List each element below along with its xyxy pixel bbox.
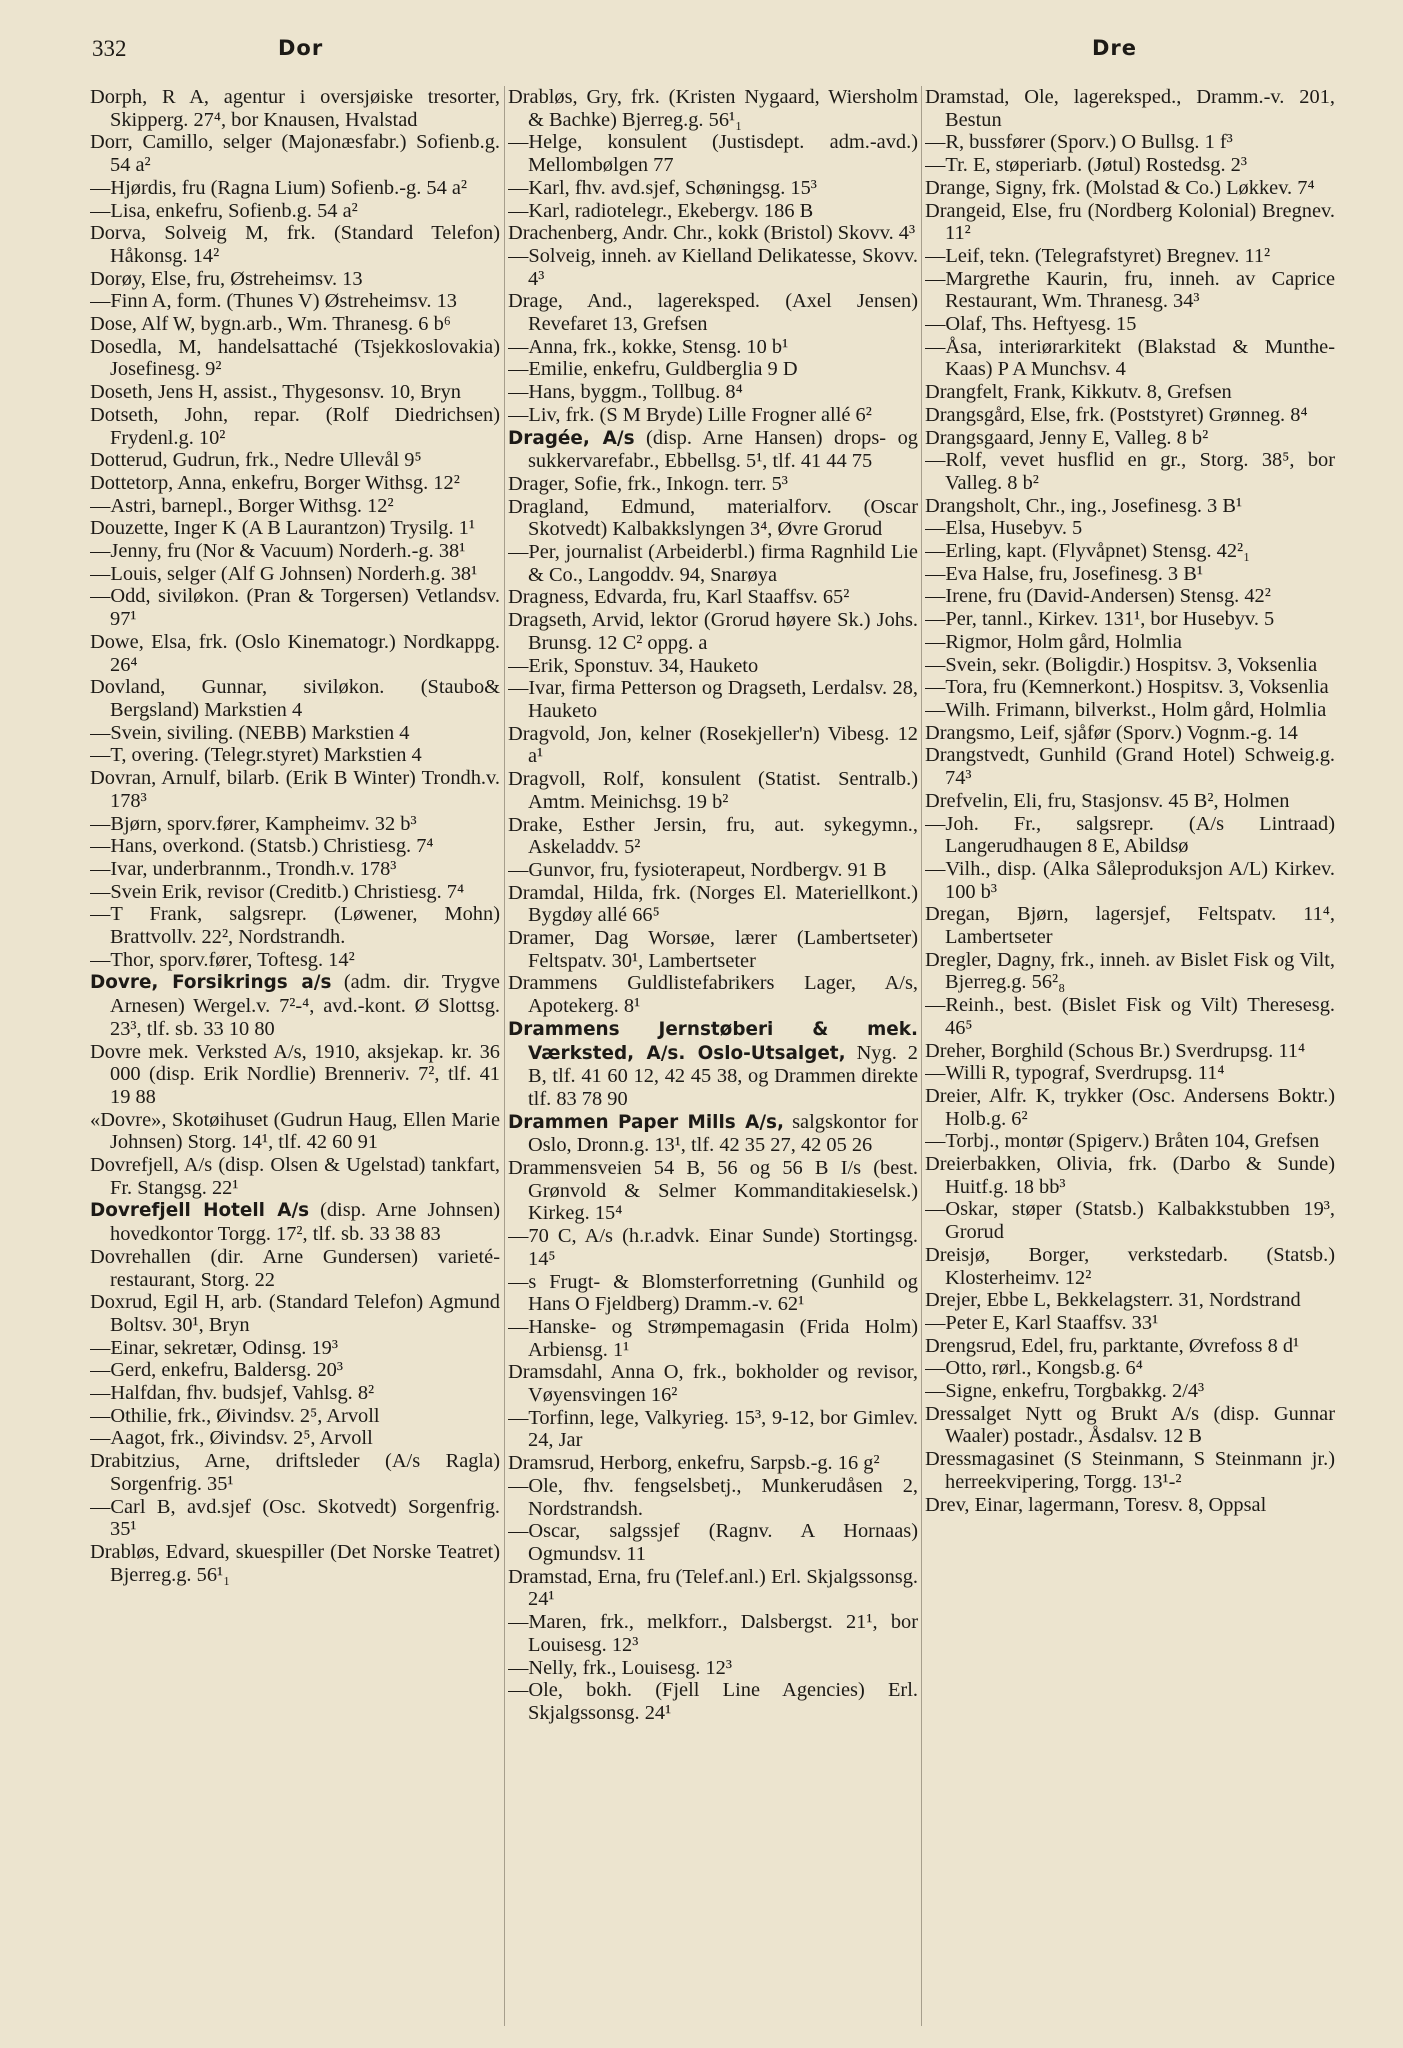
entry-text: —Odd, siviløkon. (Pran & Torgersen) Vetlandsv. 97¹ — [90, 585, 500, 631]
directory-entry — [925, 427, 1335, 450]
entry-text: —Halfdan, fhv. budsjef, Vahlsg. 8² — [90, 1382, 375, 1405]
directory-entry — [90, 268, 500, 291]
directory-entry — [925, 1380, 1335, 1403]
entry-text: Drejer, Ebbe L, Bekkelagsterr. 31, Nordstrand — [925, 1289, 1301, 1312]
entry-text: —Elsa, Husebyv. 5 — [925, 517, 1083, 540]
entry-text: —Åsa, interiørarkitekt (Blakstad & Munthe-Kaas) P A Munchsv. 4 — [925, 335, 1335, 381]
entry-text: Dotseth, John, repar. (Rolf Diedrichsen) Frydenl.g. 10² — [90, 403, 500, 449]
entry-text: Dottetorp, Anna, enkefru, Borger Withsg. 12² — [90, 471, 460, 494]
entry-text: «Dovre», Skotøihuset (Gudrun Haug, Ellen Marie Johnsen) Storg. 14¹, tlf. 42 60 91 — [90, 1108, 500, 1154]
entry-text: —Willi R, typograf, Sverdrupsg. 11⁴ — [925, 1062, 1225, 1085]
entry-text: —Eva Halse, fru, Josefinesg. 3 B¹ — [925, 562, 1203, 585]
directory-entry — [90, 1382, 500, 1405]
directory-entry — [508, 586, 918, 609]
column-2 — [508, 86, 918, 2036]
entry-text: (adm. dir. Trygve Arnesen) Wergel.v. 7²-⁴, avd.-kont. Ø Slottsg. 23³, tlf. sb. 33 10 80 — [110, 971, 500, 1040]
entry-text: —Astri, barnepl., Borger Withsg. 12² — [90, 494, 394, 517]
entry-text: Drammensveien 54 B, 56 og 56 B I/s (best. Grønvold & Selmer Kommanditakieselsk.) Kirkeg. 15⁴ — [508, 1157, 918, 1225]
entry-text: —Olaf, Ths. Heftyesg. 15 — [925, 313, 1137, 336]
entry-text: —Tora, fru (Kemnerkont.) Hospitsv. 3, Voksenlia — [925, 676, 1329, 699]
directory-entry — [508, 1111, 918, 1157]
entry-text: Nyg. 2 B, tlf. 41 60 12, 42 45 38, og Drammen direkte tlf. 83 78 90 — [528, 1041, 918, 1110]
directory-entry — [90, 676, 500, 721]
directory-entry — [90, 336, 500, 381]
entry-text: Drev, Einar, lagermann, Toresv. 8, Oppsal — [925, 1493, 1267, 1516]
directory-entry — [925, 1403, 1335, 1448]
entry-company-name: Dragée, A/s — [508, 427, 635, 449]
entry-text: —Hans, byggm., Tollbug. 8⁴ — [508, 381, 743, 404]
directory-entry — [508, 496, 918, 541]
entry-text: Drangsholt, Chr., ing., Josefinesg. 3 B¹ — [925, 494, 1243, 517]
entry-text: —Hanske- og Strømpemagasin (Frida Holm) Arbiensg. 1¹ — [508, 1315, 918, 1361]
directory-entry — [508, 381, 918, 404]
directory-entry — [508, 1157, 918, 1225]
entry-text: —Hjørdis, fru (Ragna Lium) Sofienb.-g. 54 a² — [90, 176, 468, 199]
entry-text: Drangsgaard, Jenny E, Valleg. 8 b² — [925, 426, 1209, 449]
directory-entry — [90, 971, 500, 1040]
directory-entry — [925, 1448, 1335, 1493]
directory-entry — [508, 1475, 918, 1520]
directory-entry — [508, 859, 918, 882]
directory-entry — [90, 86, 500, 131]
entry-text: —Svein, siviling. (NEBB) Markstien 4 — [90, 721, 410, 744]
entry-text: Doseth, Jens H, assist., Thygesonsv. 10, Bryn — [90, 381, 461, 404]
directory-entry — [90, 313, 500, 336]
directory-entry — [90, 1496, 500, 1541]
directory-entry — [925, 790, 1335, 813]
column-1 — [90, 86, 500, 2036]
directory-entry — [90, 1541, 500, 1586]
directory-entry — [925, 1289, 1335, 1312]
entry-text: Dosedla, M, handelsattaché (Tsjekkoslovakia) Josefinesg. 9² — [90, 335, 500, 381]
entry-text: Dorph, R A, agentur i oversjøiske tresorter, Skipperg. 27⁴, bor Knausen, Hvalstad — [90, 86, 500, 131]
directory-entry — [90, 835, 500, 858]
entry-text: —Gerd, enkefru, Baldersg. 20³ — [90, 1359, 343, 1382]
directory-entry — [925, 336, 1335, 381]
entry-text: —Gunvor, fru, fysioterapeut, Nordbergv. 91 B — [508, 858, 887, 881]
entry-text: Drangstvedt, Gunhild (Grand Hotel) Schweig.g. 74³ — [925, 744, 1335, 790]
entry-text: —Ivar, underbrannm., Trondh.v. 178³ — [90, 857, 397, 880]
entry-text: —70 C, A/s (h.r.advk. Einar Sunde) Stortingsg. 14⁵ — [508, 1225, 918, 1270]
entry-text: —Liv, frk. (S M Bryde) Lille Frogner allé 6² — [508, 403, 872, 426]
entry-company-name: Dovre, Forsikrings a/s — [90, 972, 332, 994]
entry-text: —Karl, radiotelegr., Ekebergv. 186 B — [508, 199, 814, 222]
entry-text: Dotterud, Gudrun, frk., Nedre Ullevål 9⁵ — [90, 449, 422, 472]
entry-text: —Karl, fhv. avd.sjef, Schøningsg. 15³ — [508, 176, 817, 199]
entry-text: —Erling, kapt. (Flyvåpnet) Stensg. 42²₁ — [925, 540, 1251, 563]
entry-text: —Nelly, frk., Louisesg. 12³ — [508, 1656, 732, 1679]
directory-entry — [508, 222, 918, 245]
entry-text: —Torbj., montør (Spigerv.) Bråten 104, Grefsen — [925, 1130, 1320, 1153]
entry-text: —Per, journalist (Arbeiderbl.) firma Ragnhild Lie & Co., Langoddv. 94, Snarøya — [508, 541, 918, 586]
entry-text: —Ivar, firma Petterson og Dragseth, Lerdalsv. 28, Hauketo — [508, 677, 918, 722]
entry-text: —Emilie, enkefru, Guldberglia 9 D — [508, 358, 798, 381]
entry-company-name: Dovrefjell Hotell A/s — [90, 1200, 310, 1222]
entry-text: Dramstad, Ole, lagereksped., Dramm.-v. 201, Bestun — [925, 86, 1335, 131]
directory-entry — [508, 1657, 918, 1680]
entry-text: —Helge, konsulent (Justisdept. adm.-avd.) Mellombølgen 77 — [508, 131, 918, 177]
entry-text: —Svein, sekr. (Boligdir.) Hospitsv. 3, Voksenlia — [925, 653, 1318, 676]
entry-text: Dovland, Gunnar, siviløkon. (Staubo& Bergsland) Markstien 4 — [90, 676, 500, 721]
directory-entry — [508, 1271, 918, 1316]
entry-text: —Einar, sekretær, Odinsg. 19³ — [90, 1336, 338, 1359]
entry-text: —Wilh. Frimann, bilverkst., Holm gård, Holmlia — [925, 698, 1327, 721]
directory-entry — [90, 1246, 500, 1291]
entry-text: Drake, Esther Jersin, fru, aut. sykegymn., Askeladdv. 5² — [508, 813, 918, 859]
directory-entry — [925, 245, 1335, 268]
page-number: 332 — [92, 36, 127, 61]
entry-text: Dragvoll, Rolf, konsulent (Statist. Sentralb.) Amtm. Meinichsg. 19 b² — [508, 768, 918, 813]
directory-entry — [90, 949, 500, 972]
entry-text: (disp. Arne Johnsen) hovedkontor Torgg. 17², tlf. sb. 33 38 83 — [110, 1199, 500, 1246]
directory-entry — [508, 131, 918, 176]
directory-entry — [508, 473, 918, 496]
entry-text: —Margrethe Kaurin, fru, inneh. av Caprice Restaurant, Wm. Thranesg. 34³ — [925, 267, 1335, 313]
directory-entry — [925, 699, 1335, 722]
entry-text: Drengsrud, Edel, fru, parktante, Øvrefoss 8 d¹ — [925, 1334, 1300, 1357]
directory-entry — [508, 1018, 918, 1111]
directory-entry — [90, 222, 500, 267]
directory-entry — [508, 1611, 918, 1656]
directory-entry — [508, 768, 918, 813]
directory-entry — [508, 609, 918, 654]
entry-text: (disp. Arne Hansen) drops- og sukkervarefabr., Ebbellsg. 5¹, tlf. 41 44 75 — [528, 426, 918, 473]
entry-text: —Oscar, salgssjef (Ragnv. A Hornaas) Ogmundsv. 11 — [508, 1520, 918, 1565]
directory-entry — [508, 245, 918, 290]
entry-text: —Vilh., disp. (Alka Såleproduksjon A/L) Kirkev. 100 b³ — [925, 857, 1335, 903]
entry-text: —Oskar, støper (Statsb.) Kalbakkstubben 19³, Grorud — [925, 1198, 1335, 1244]
entry-text: —Ole, fhv. fengselsbetj., Munkerudåsen 2, Nordstrandsh. — [508, 1474, 918, 1520]
entry-text: Drabløs, Gry, frk. (Kristen Nygaard, Wiersholm & Bachke) Bjerreg.g. 56¹₁ — [508, 86, 918, 131]
directory-entry — [90, 540, 500, 563]
entry-text: —Othilie, frk., Øivindsv. 2⁵, Arvoll — [90, 1404, 380, 1427]
directory-entry — [925, 313, 1335, 336]
entry-text: Dressalget Nytt og Brukt A/s (disp. Gunnar Waaler) postadr., Åsdalsv. 12 B — [925, 1402, 1335, 1448]
entry-text: Dragness, Edvarda, fru, Karl Staaffsv. 65² — [508, 586, 850, 609]
directory-entry — [90, 767, 500, 812]
entry-text: —Reinh., best. (Bislet Fisk og Vilt) Theresesg. 46⁵ — [925, 994, 1335, 1039]
entry-text: Drangsmo, Leif, sjåfør (Sporv.) Vognm.-g. 14 — [925, 721, 1298, 744]
directory-entry — [90, 631, 500, 676]
column-divider — [504, 86, 505, 2026]
entry-text: Dramsdahl, Anna O, frk., bokholder og revisor, Vøyensvingen 16² — [508, 1361, 918, 1407]
entry-text: Drammens Guldlistefabrikers Lager, A/s, Apotekerg. 8¹ — [508, 972, 918, 1018]
directory-entry — [508, 358, 918, 381]
directory-entry — [925, 813, 1335, 858]
directory-entry — [925, 381, 1335, 404]
directory-entry — [925, 177, 1335, 200]
entry-text: Drabitzius, Arne, driftsleder (A/s Ragla) Sorgenfrig. 35¹ — [90, 1450, 500, 1495]
directory-entry — [925, 903, 1335, 948]
entry-text: —Anna, frk., kokke, Stensg. 10 b¹ — [508, 335, 789, 358]
directory-entry — [925, 154, 1335, 177]
entry-text: Dreierbakken, Olivia, frk. (Darbo & Sunde) Huitf.g. 18 bb³ — [925, 1153, 1335, 1198]
directory-entry — [925, 268, 1335, 313]
directory-entry — [508, 1520, 918, 1565]
entry-text: —Rolf, vevet husflid en gr., Storg. 38⁵, bor Valleg. 8 b² — [925, 449, 1335, 494]
directory-entry — [508, 1452, 918, 1475]
directory-entry — [925, 722, 1335, 745]
entry-text: Drefvelin, Eli, fru, Stasjonsv. 45 B², Holmen — [925, 789, 1290, 812]
directory-entry — [925, 200, 1335, 245]
entry-text: Douzette, Inger K (A B Laurantzon) Trysilg. 1¹ — [90, 517, 475, 540]
entry-text: Dregan, Bjørn, lagersjef, Feltspatv. 11⁴, Lambertseter — [925, 903, 1335, 949]
entry-text: —Lisa, enkefru, Sofienb.g. 54 a² — [90, 199, 358, 222]
entry-text: —Svein Erik, revisor (Creditb.) Christiesg. 7⁴ — [90, 880, 465, 903]
directory-entry — [925, 1085, 1335, 1130]
directory-entry — [90, 722, 500, 745]
entry-text: Dragvold, Jon, kelner (Rosekjeller'n) Vibesg. 12 a¹ — [508, 722, 918, 768]
entry-text: —Hans, overkond. (Statsb.) Christiesg. 7⁴ — [90, 835, 434, 858]
directory-entry — [925, 495, 1335, 518]
directory-entry — [90, 744, 500, 767]
directory-entry — [90, 1450, 500, 1495]
directory-entry — [508, 427, 918, 473]
directory-entry — [90, 1154, 500, 1199]
directory-entry — [508, 290, 918, 335]
directory-entry — [508, 1361, 918, 1406]
directory-entry — [90, 1109, 500, 1154]
directory-entry — [925, 404, 1335, 427]
entry-text: —Peter E, Karl Staaffsv. 33¹ — [925, 1311, 1159, 1334]
entry-text: —Rigmor, Holm gård, Holmlia — [925, 630, 1182, 653]
entry-text: Doxrud, Egil H, arb. (Standard Telefon) Agmund Boltsv. 30¹, Bryn — [90, 1291, 500, 1336]
directory-entry — [508, 814, 918, 859]
directory-entry — [925, 1357, 1335, 1380]
entry-text: —Otto, rørl., Kongsb.g. 6⁴ — [925, 1357, 1143, 1380]
entry-text: Dose, Alf W, bygn.arb., Wm. Thranesg. 6 b⁶ — [90, 313, 451, 336]
entry-text: Drage, And., lagereksped. (Axel Jensen) Revefaret 13, Grefsen — [508, 290, 918, 336]
directory-entry — [508, 1316, 918, 1361]
column-3 — [925, 86, 1335, 2036]
entry-text: —Carl B, avd.sjef (Osc. Skotvedt) Sorgenfrig. 35¹ — [90, 1495, 500, 1541]
entry-text: Dreier, Alfr. K, trykker (Osc. Andersens Boktr.) Holb.g. 6² — [925, 1084, 1335, 1130]
entry-text: Dreher, Borghild (Schous Br.) Sverdrupsg. 11⁴ — [925, 1039, 1306, 1062]
directory-entry — [925, 517, 1335, 540]
entry-text: Drangsgård, Else, frk. (Poststyret) Grønneg. 8⁴ — [925, 403, 1308, 426]
directory-entry — [508, 882, 918, 927]
entry-text: —Aagot, frk., Øivindsv. 2⁵, Arvoll — [90, 1427, 373, 1450]
entry-text: —Per, tannl., Kirkev. 131¹, bor Husebyv. 5 — [925, 608, 1275, 631]
entry-text: Drager, Sofie, frk., Inkogn. terr. 5³ — [508, 472, 788, 495]
entry-text: Dressmagasinet (S Steinmann, S Steinmann jr.) herreekvipering, Torgg. 13¹-² — [925, 1448, 1335, 1493]
directory-entry — [925, 654, 1335, 677]
directory-entry — [925, 1153, 1335, 1198]
entry-text: —Jenny, fru (Nor & Vacuum) Norderh.-g. 38¹ — [90, 540, 466, 563]
directory-entry — [925, 744, 1335, 789]
entry-text: Drange, Signy, frk. (Molstad & Co.) Løkkev. 7⁴ — [925, 176, 1315, 199]
directory-entry — [508, 1566, 918, 1611]
entry-text: salgskontor for Oslo, Dronn.g. 13¹, tlf. 42 35 27, 42 05 26 — [528, 1110, 918, 1157]
directory-entry — [90, 1359, 500, 1382]
directory-entry — [925, 449, 1335, 494]
directory-entry — [90, 881, 500, 904]
directory-entry — [508, 1679, 918, 1724]
directory-entry — [508, 404, 918, 427]
entry-text: —Ole, bokh. (Fjell Line Agencies) Erl. Skjalgssonsg. 24¹ — [508, 1679, 918, 1724]
entry-text: Drangeid, Else, fru (Nordberg Kolonial) Bregnev. 11² — [925, 199, 1335, 245]
entry-text: —Erik, Sponstuv. 34, Hauketo — [508, 654, 759, 677]
directory-entry — [90, 563, 500, 586]
directory-entry — [90, 1041, 500, 1109]
directory-entry — [90, 1337, 500, 1360]
directory-entry — [925, 608, 1335, 631]
directory-entry — [508, 1407, 918, 1452]
entry-text: Dowe, Elsa, frk. (Oslo Kinematogr.) Nordkappg. 26⁴ — [90, 630, 500, 676]
right-guide-word: Dre — [1092, 36, 1138, 60]
entry-text: Dregler, Dagny, frk., inneh. av Bislet Fisk og Vilt, Bjerreg.g. 56²₈ — [925, 948, 1335, 994]
directory-entry — [925, 1335, 1335, 1358]
directory-entry — [90, 1291, 500, 1336]
directory-entry — [925, 1494, 1335, 1517]
left-guide-word: Dor — [278, 36, 324, 60]
entry-text: Dramdal, Hilda, frk. (Norges El. Materiellkont.) Bygdøy allé 66⁵ — [508, 881, 918, 927]
directory-entry — [508, 86, 918, 131]
directory-entry — [925, 585, 1335, 608]
entry-text: —Maren, frk., melkforr., Dalsbergst. 21¹, bor Louisesg. 12³ — [508, 1611, 918, 1656]
entry-text: Drangfelt, Frank, Kikkutv. 8, Grefsen — [925, 381, 1232, 404]
entry-company-name: Drammens Jernstøberi & mek. Værksted, A/s. Oslo-Utsalget, — [508, 1018, 918, 1064]
entry-text: Dreisjø, Borger, verkstedarb. (Statsb.) Klosterheimv. 12² — [925, 1243, 1335, 1289]
entry-text: —Irene, fru (David-Andersen) Stensg. 42² — [925, 585, 1271, 608]
directory-entry — [925, 1130, 1335, 1153]
entry-text: —T, overing. (Telegr.styret) Markstien 4 — [90, 744, 422, 767]
entry-text: Drabløs, Edvard, skuespiller (Det Norske Teatret) Bjerreg.g. 56¹₁ — [90, 1541, 500, 1586]
directory-entry — [925, 858, 1335, 903]
directory-entry — [925, 563, 1335, 586]
directory-entry — [925, 676, 1335, 699]
entry-text: —Signe, enkefru, Torgbakkg. 2/4³ — [925, 1380, 1205, 1403]
directory-entry — [90, 903, 500, 948]
entry-text: Dovrefjell, A/s (disp. Olsen & Ugelstad) tankfart, Fr. Stangsg. 22¹ — [90, 1154, 500, 1199]
entry-text: —Bjørn, sporv.fører, Kampheimv. 32 b³ — [90, 812, 417, 835]
directory-entry — [925, 1312, 1335, 1335]
entry-text: —Joh. Fr., salgsrepr. (A/s Lintraad) Langerudhaugen 8 E, Abildsø — [925, 812, 1335, 858]
directory-entry — [508, 177, 918, 200]
directory-entry — [925, 949, 1335, 994]
directory-entry — [925, 1062, 1335, 1085]
entry-text: —Leif, tekn. (Telegrafstyret) Bregnev. 11² — [925, 244, 1271, 267]
entry-text: Dragland, Edmund, materialforv. (Oscar Skotvedt) Kalbakkslyngen 3⁴, Øvre Grorud — [508, 495, 918, 541]
directory-entry — [925, 631, 1335, 654]
directory-entry — [90, 517, 500, 540]
entry-text: Dovran, Arnulf, bilarb. (Erik B Winter) Trondh.v. 178³ — [90, 767, 500, 812]
directory-entry — [925, 1040, 1335, 1063]
entry-text: —Solveig, inneh. av Kielland Delikatesse, Skovv. 4³ — [508, 244, 918, 290]
directory-entry — [90, 131, 500, 176]
directory-entry — [90, 290, 500, 313]
directory-entry — [90, 813, 500, 836]
entry-text: —Thor, sporv.fører, Toftesg. 14² — [90, 948, 355, 971]
directory-entry — [508, 927, 918, 972]
directory-entry — [925, 1198, 1335, 1243]
directory-entry — [508, 1225, 918, 1270]
entry-text: Dovre mek. Verksted A/s, 1910, aksjekap. kr. 36 000 (disp. Erik Nordlie) Brenneriv. 7², tlf. 41 19 88 — [90, 1040, 500, 1108]
entry-text: Dovrehallen (dir. Arne Gundersen) varieté-restaurant, Storg. 22 — [90, 1245, 500, 1291]
entry-text: —Tr. E, støperiarb. (Jøtul) Rostedsg. 2³ — [925, 154, 1247, 177]
directory-entry — [90, 449, 500, 472]
directory-entry — [90, 1427, 500, 1450]
directory-entry — [925, 86, 1335, 131]
directory-entry — [925, 131, 1335, 154]
entry-text: Dorva, Solveig M, frk. (Standard Telefon) Håkonsg. 14² — [90, 222, 500, 267]
directory-entry — [508, 200, 918, 223]
directory-entry — [925, 994, 1335, 1039]
column-divider — [921, 86, 922, 2026]
entry-text: Dorr, Camillo, selger (Majonæsfabr.) Sofienb.g. 54 a² — [90, 131, 500, 177]
directory-entry — [925, 540, 1335, 563]
directory-entry — [90, 1405, 500, 1428]
entry-company-name: Drammen Paper Mills A/s, — [508, 1111, 784, 1133]
directory-entry — [508, 541, 918, 586]
entry-text: Drachenberg, Andr. Chr., kokk (Bristol) Skovv. 4³ — [508, 222, 916, 245]
entry-text: —R, bussfører (Sporv.) O Bullsg. 1 f³ — [925, 131, 1233, 154]
entry-text: —s Frugt- & Blomsterforretning (Gunhild og Hans O Fjeldberg) Dramm.-v. 62¹ — [508, 1270, 918, 1316]
directory-entry — [90, 200, 500, 223]
directory-entry — [90, 472, 500, 495]
directory-entry — [508, 655, 918, 678]
directory-entry — [90, 177, 500, 200]
directory-entry — [925, 1244, 1335, 1289]
entry-text: —Louis, selger (Alf G Johnsen) Norderh.g. 38¹ — [90, 562, 478, 585]
entry-text: Dramstad, Erna, fru (Telef.anl.) Erl. Skjalgssonsg. 24¹ — [508, 1565, 918, 1611]
directory-entry — [508, 677, 918, 722]
entry-text: Dorøy, Else, fru, Østreheimsv. 13 — [90, 267, 363, 290]
directory-entry — [90, 495, 500, 518]
directory-entry — [508, 723, 918, 768]
directory-entry — [508, 972, 918, 1017]
entry-text: —Finn A, form. (Thunes V) Østreheimsv. 13 — [90, 290, 458, 313]
directory-entry — [90, 585, 500, 630]
directory-entry — [90, 858, 500, 881]
directory-entry — [508, 336, 918, 359]
directory-entry — [90, 381, 500, 404]
entry-text: Dramer, Dag Worsøe, lærer (Lambertseter) Feltspatv. 30¹, Lambertseter — [508, 927, 918, 972]
entry-text: Dramsrud, Herborg, enkefru, Sarpsb.-g. 16 g² — [508, 1452, 880, 1475]
entry-text: Dragseth, Arvid, lektor (Grorud høyere Sk.) Johs. Brunsg. 12 C² oppg. a — [508, 609, 918, 654]
directory-entry — [90, 1199, 500, 1245]
entry-text: —Torfinn, lege, Valkyrieg. 15³, 9-12, bor Gimlev. 24, Jar — [508, 1406, 918, 1452]
entry-text: —T Frank, salgsrepr. (Løwener, Mohn) Brattvollv. 22², Nordstrandh. — [90, 903, 500, 949]
directory-entry — [90, 404, 500, 449]
